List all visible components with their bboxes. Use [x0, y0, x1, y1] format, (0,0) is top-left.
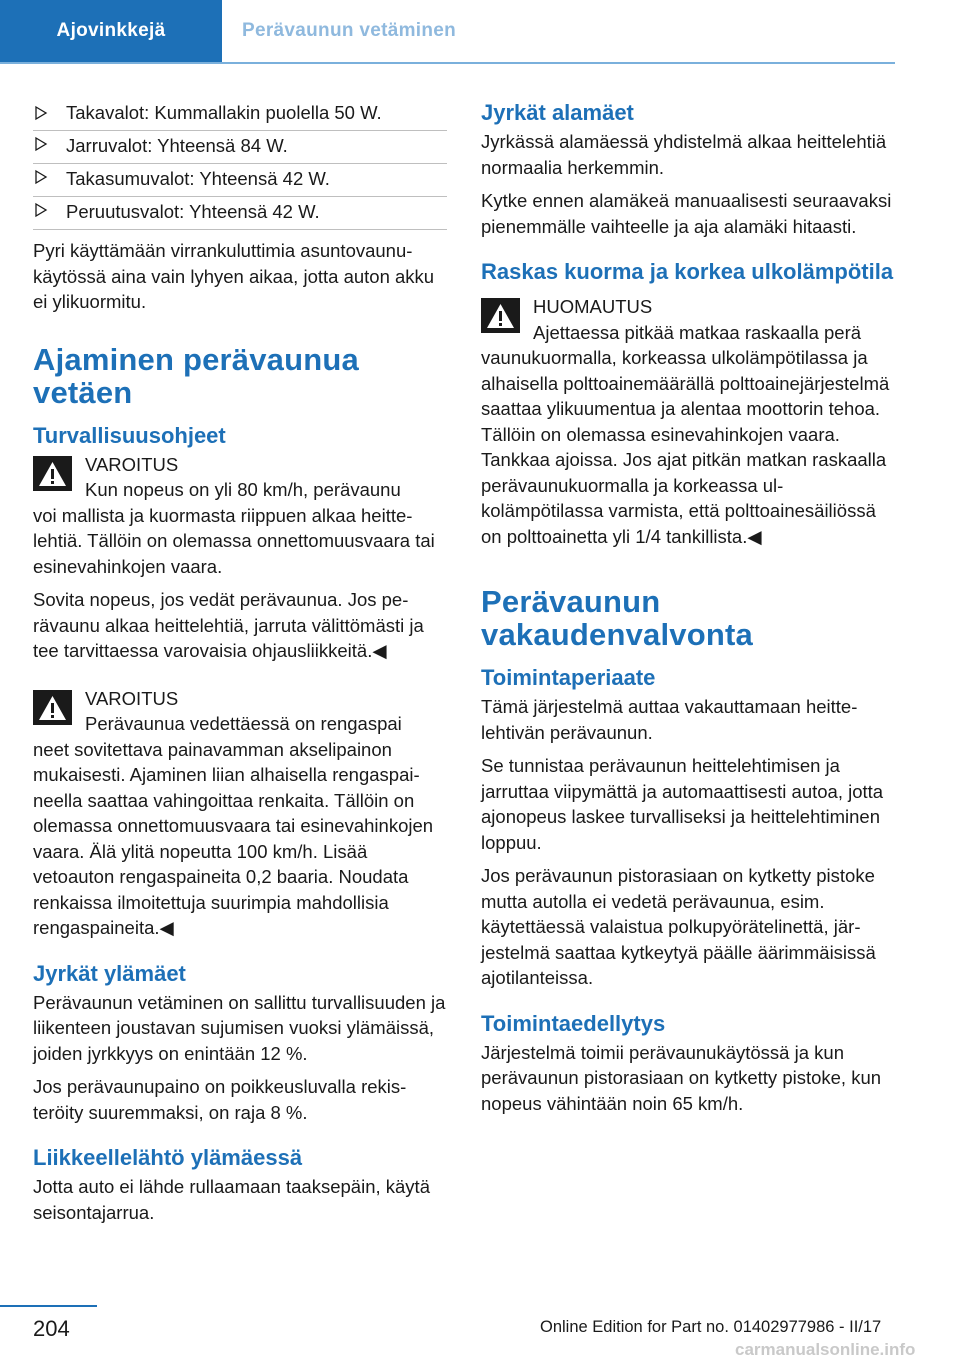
warning-triangle-icon [33, 690, 72, 725]
paragraph: Jotta auto ei lähde rullaamaan taaksepäin, käytä seisontajarrua. [33, 1176, 430, 1223]
list-item: Takasumuvalot: Yhteensä 42 W. [33, 164, 447, 197]
paragraph: Se tunnistaa perävaunun heittelehtimisen ja jarruttaa viipymättä ja automaattisesti autoa, jotta ajonopeus laskee turvalliseksi ja heittelehtiminen loppuu. [481, 755, 884, 853]
warning-text-first: Perävaunua vedettäessä on rengaspai [85, 713, 402, 734]
bulb-wattage-list [33, 100, 447, 230]
warning-triangle-icon [33, 456, 72, 491]
notice-text-first: Ajettaessa pitkää matkaa raskaalla perä [533, 321, 862, 343]
edition-note: Online Edition for Part no. 01402977986 - II/17 [540, 1318, 882, 1336]
list-item: Takavalot: Kummallakin puolella 50 W. [33, 100, 447, 131]
paragraph: Järjestelmä toimii perävaunukäytössä ja kun perävaunun pistorasiaan on kytketty pistoke, kun nopeus vähintään noin 65 km/h. [481, 1041, 882, 1114]
warning-block [33, 686, 447, 941]
left-column [33, 100, 447, 1233]
subheading-principle: Toimintaperiaate [481, 665, 656, 690]
page-number: 204 [33, 1316, 70, 1341]
watermark: carmanualsonline.info [735, 1340, 916, 1359]
paragraph: Sovita nopeus, jos vedät perävaunua. Jos perävaunu alkaa heittelehtiä, jarruta välittömästi ja tee tarvittaessa varovaisia ohjausliikkeitä.◀ [33, 589, 424, 661]
subheading-downhill: Jyrkät alamäet [481, 100, 634, 125]
subheading-condition: Toimintaedellytys [481, 1010, 666, 1036]
subheading-heavy-load: Raskas kuorma ja korkea ulkolämpötila [481, 259, 894, 284]
warning-text: voi mallista ja kuormasta riippuen alkaa heittelehtiä. Tällöin on olemassa onnettomuusvaara tai esinevahinkojen vaara. [33, 504, 435, 577]
section-tab: Perävaunun vetäminen [242, 20, 457, 41]
section-heading: Ajaminen perävaunua vetäen [33, 341, 359, 410]
list-item: Peruutusvalot: Yhteensä 42 W. [33, 197, 447, 230]
warning-triangle-icon [481, 298, 520, 333]
triangle-bullet-icon [33, 168, 49, 186]
triangle-bullet-icon [33, 104, 49, 122]
chapter-tab: Ajovinkkejä [0, 0, 222, 62]
warning-label: VAROITUS [85, 453, 179, 475]
footer-rule [0, 1305, 97, 1307]
paragraph: Jos perävaunun pistorasiaan on kytketty pistoke mutta autolla ei vedetä perävaunua, esim. käytettäessä valaistua polkupyörätelinettä, järjestelmä saattaa kytkeytyä päälle äärimmäisissä ajotilanteissa. [481, 865, 876, 988]
notice-block [481, 294, 895, 549]
paragraph: Tämä järjestelmä auttaa vakauttamaan heittelehtivän perävaunun. [481, 696, 858, 743]
subheading-uphill: Jyrkät ylämäet [33, 960, 186, 986]
paragraph: Jyrkässä alamäessä yhdistelmä alkaa heittelehtiä normaalia herkemmin. [481, 131, 887, 178]
triangle-bullet-icon [33, 135, 49, 153]
paragraph: Perävaunun vetäminen on sallittu turvallisuuden ja liikenteen joustavan sujumisen vuoksi ylämäissä, joiden jyrkkyys on enintään 12 %. [33, 991, 446, 1064]
warning-text-first: Kun nopeus on yli 80 km/h, perävaunu [85, 479, 401, 500]
intro-paragraph: Pyri käyttämään virrankuluttimia asuntovaunukäytössä aina vain lyhyen aikaa, jotta auton akku ei ylikuormitu. [33, 240, 435, 312]
paragraph: Jos perävaunupaino on poikkeusluvalla rekisteröity suuremmaksi, on raja 8 %. [33, 1076, 407, 1123]
section-heading: Perävaunun vakaudenvalvonta [481, 584, 753, 652]
notice-label: HUOMAUTUS [533, 296, 653, 317]
subheading-hill-start: Liikkeellelähtö ylämäessä [33, 1145, 303, 1170]
page-header [0, 0, 895, 64]
warning-label: VAROITUS [85, 687, 179, 709]
subheading-safety: Turvallisuusohjeet [33, 422, 226, 448]
warning-text: neet sovitettava painavamman akselipainon mukaisesti. Ajaminen liian alhaisella rengaspaineella saattaa vahingoittaa renkaita. Tällöin on olemassa onnettomuusvaara tai esinevahinkojen vaara. Älä ylitä nopeutta 100 km/h. Lisää vetoauton rengaspaineita 0,2 baaria. Noudata renkaissa ilmoitettuja suurimpia mahdollisia rengaspaineita.◀ [33, 738, 434, 938]
triangle-bullet-icon [33, 201, 49, 219]
notice-text: vaunukuormalla, korkeassa ulkolämpötilassa ja alhaisella polttoainemäärällä polttoainejärjestelmä saattaa ylikuumentua ja alentaa moottorin tehoa. Tällöin on olemassa esinevahinkojen vaara. Tankkaa ajoissa. Jos ajat pitkän matkan raskaalla perävaunukuormalla ja korkeassa ulkolämpötilassa varmista, että polttoainesäiliössä on polttoainetta yli 1/4 tankillista.◀ [481, 347, 890, 547]
warning-block [33, 452, 447, 580]
list-item: Jarruvalot: Yhteensä 84 W. [33, 131, 447, 164]
right-column [481, 100, 895, 1124]
paragraph: Kytke ennen alamäkeä manuaalisesti seuraavaksi pienemmälle vaihteelle ja aja alamäki hitaasti. [481, 190, 892, 237]
